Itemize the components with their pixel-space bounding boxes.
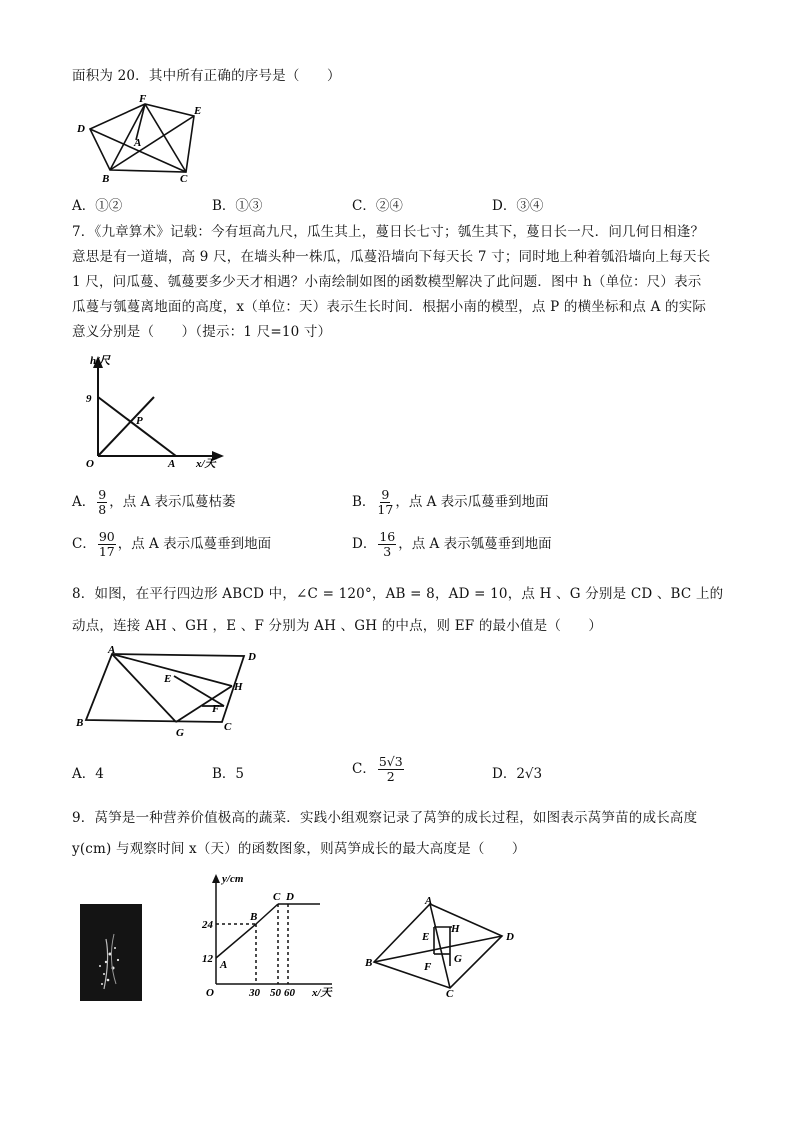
option-text: ，点 A 表示瓜蔓枯萎 [109,494,236,510]
q9-rhombus-B: B [365,957,373,969]
q9-point-D: D [286,891,294,903]
fraction: $\frac{9}{8}$ [98,487,107,517]
q9-rhombus-F: F [424,961,432,973]
fraction: $\frac{90}{17}$ [98,529,115,559]
q9-point-B: B [250,911,258,923]
q8-label-A: A [108,644,116,656]
q9-rhombus-E: E [422,931,430,943]
q9-tick-24: 24 [202,919,213,931]
option-text: 5 [235,766,245,782]
q7-stem-line-1: 7．《九章算术》记载：今有垣高九尺，瓜生其上，蔓日长七寸；瓠生其下，蔓日长一尺．问几何日相逢？ [72,224,705,240]
q6-label-E: E [194,105,202,117]
q8-label-F: F [212,703,220,715]
q9-rhombus-G: G [454,953,462,965]
q6-label-F: F [139,93,147,105]
q8-label-H: H [234,681,243,693]
q6-label-B: B [102,173,110,185]
q9-stem-line-2: y(cm) 与观察时间 x（天）的函数图象，则莴笋成长的最大高度是（ ） [72,841,526,857]
q7-graph [78,352,238,472]
q7-option-d[interactable] [352,530,552,559]
q6-option-d[interactable]: D．③④ [492,198,544,214]
option-text: 2√3 [516,766,543,782]
fraction: $\frac{5√3}{2}$ [378,754,403,784]
q7-label-A: A [168,458,176,470]
q8-label-E: E [164,673,172,685]
q9-tick-60: 60 [284,987,295,999]
q6-option-a[interactable]: A．①② [72,198,123,214]
lettuce-photo [80,904,142,1001]
q9-growth-graph [200,872,350,1002]
q8-option-a[interactable] [72,762,104,782]
q8-stem-line-1: 8．如图，在平行四边形 ABCD 中，∠C = 120°，AB = 8，AD = 10，点 H 、G 分别是 CD 、BC 上的 [72,586,724,602]
q6-stem-tail: 面积为 20．其中所有正确的序号是（ ） [72,68,341,84]
q8-stem-line-2: 动点，连接 AH 、GH ，E 、F 分别为 AH 、GH 的中点，则 EF 的最小值是（ ） [72,618,603,634]
q9-rhombus-C: C [446,988,454,1000]
q7-y-axis-label: h/尺 [90,355,111,367]
option-letter: A． [72,766,96,782]
option-letter: A． [72,494,96,510]
fraction: $\frac{16}{3}$ [379,529,396,559]
q9-y-axis-label: y/cm [222,873,244,885]
option-letter: B． [212,766,236,782]
option-text: ，点 A 表示瓠蔓垂到地面 [398,536,552,552]
q9-point-A: A [220,959,228,971]
option-letter: D． [492,766,517,782]
q6-option-c[interactable]: C．②④ [352,198,403,214]
q6-label-C: C [180,173,188,185]
option-letter: C． [72,536,96,552]
option-letter: C． [352,761,376,777]
q7-tick-9: 9 [86,393,92,405]
q9-rhombus-A: A [425,895,433,907]
q9-tick-30: 30 [249,987,260,999]
q7-option-a[interactable] [72,488,236,517]
q8-label-G: G [176,727,184,739]
q7-stem-line-3: 1 尺，问瓜蔓、瓠蔓要多少天才相遇？小南绘制如图的函数模型解决了此问题．图中 h（单位：尺）表示 [72,274,702,290]
q7-option-c[interactable] [72,530,271,559]
q6-label-D: D [77,123,85,135]
q9-origin-label: O [206,987,214,999]
q8-option-d[interactable] [492,762,542,782]
q9-tick-12: 12 [202,953,213,965]
q7-stem-line-2: 意思是有一道墙，高 9 尺，在墙头种一株瓜，瓜蔓沿墙向下每天长 7 寸；同时地上种着瓠沿墙向上每天长 [72,249,711,265]
q9-rhombus-figure [364,894,524,1000]
q9-y-arrow [212,874,220,883]
q8-label-C: C [224,721,232,733]
q9-point-C: C [273,891,281,903]
q9-rhombus-D: D [506,931,514,943]
q9-stem-line-1: 9．莴笋是一种营养价值极高的蔬菜．实践小组观察记录了莴笋的成长过程，如图表示莴笋苗的成长高度 [72,810,698,826]
q6-option-b[interactable]: B．①③ [212,198,263,214]
q8-label-B: B [76,717,84,729]
option-letter: D． [352,536,377,552]
option-letter: B． [352,494,376,510]
q7-x-axis-label: x/天 [196,458,216,470]
option-text: ，点 A 表示瓜蔓垂到地面 [395,494,549,510]
q7-stem-line-5: 意义分别是（ ）（提示：1 尺=10 寸） [72,324,332,340]
q6-label-A: A [134,137,142,149]
q9-tick-50: 50 [270,987,281,999]
q7-stem-line-4: 瓜蔓与瓠蔓离地面的高度，x（单位：天）表示生长时间．根据小南的模型，点 P 的横坐标和点 A 的实际 [72,299,707,315]
q8-figure [74,644,264,739]
q6-figure [72,94,212,184]
q8-option-c[interactable] [352,755,406,784]
q7-option-b[interactable] [352,488,549,517]
q7-origin-label: O [86,458,94,470]
q8-label-D: D [248,651,256,663]
option-text: ，点 A 表示瓜蔓垂到地面 [117,536,272,552]
q7-label-P: P [136,415,143,427]
q9-x-axis-label: x/天 [312,987,332,999]
q8-option-b[interactable] [212,762,244,782]
fraction: $\frac{9}{17}$ [377,487,394,517]
q9-rhombus-H: H [451,923,460,935]
option-text: 4 [95,766,104,782]
